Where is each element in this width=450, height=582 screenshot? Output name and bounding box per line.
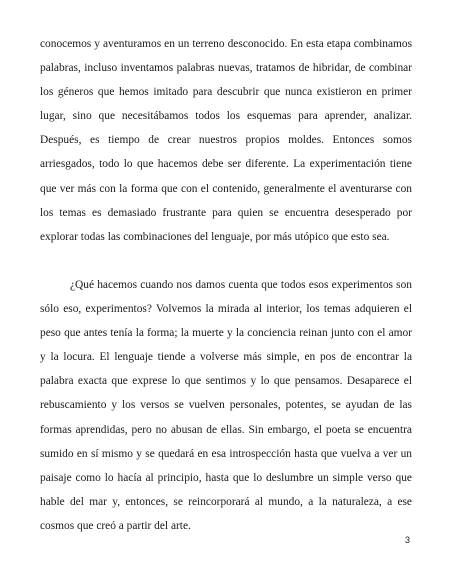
paragraph-experiments: ¿Qué hacemos cuando nos damos cuenta que todos esos experimentos son sólo eso, experimentos? Volvemos la mirada al interior, los temas adquieren el peso que antes tenía la forma; la muerte y la conciencia reinan junto con el amor y la locura. El lenguaje tiende a volverse más simple, en pos de encontrar la palabra exacta que exprese lo que sentimos y lo que pensamos. Desaparece el rebuscamiento y los versos se vuelven personales, potentes, se ayudan de las formas aprendidas, pero no abusan de ellas. Sin embargo, el poeta se encuentra sumido en sí mismo y se quedará en esa introspección hasta que vuelva a ver un paisaje como lo hacía al principio, hasta que lo deslumbre un simple verso que hable del mar y, entonces, se reincorporará al mundo, a la naturaleza, a ese cosmos que creó a partir del arte. — [40, 278, 412, 532]
page-number: 3 — [404, 535, 410, 545]
body-text — [40, 32, 412, 538]
paragraph-continuation: conocemos y aventuramos en un terreno desconocido. En esta etapa combinamos palabras, incluso inventamos palabras nuevas, tratamos de hibridar, de combinar los géneros que hemos imitado para descubrir que nunca existieron en primer lugar, sino que necesitábamos todos los esquemas para aprender, analizar. Después, es tiempo de crear nuestros propios moldes. Entonces somos arriesgados, todo lo que hacemos debe ser diferente. La experimentación tiene que ver más con la forma que con el contenido, generalmente el aventurarse con los temas es demasiado frustrante para quien se encuentra desesperado por explorar todas las combinaciones del lenguaje, por más utópico que esto sea. — [40, 38, 412, 243]
